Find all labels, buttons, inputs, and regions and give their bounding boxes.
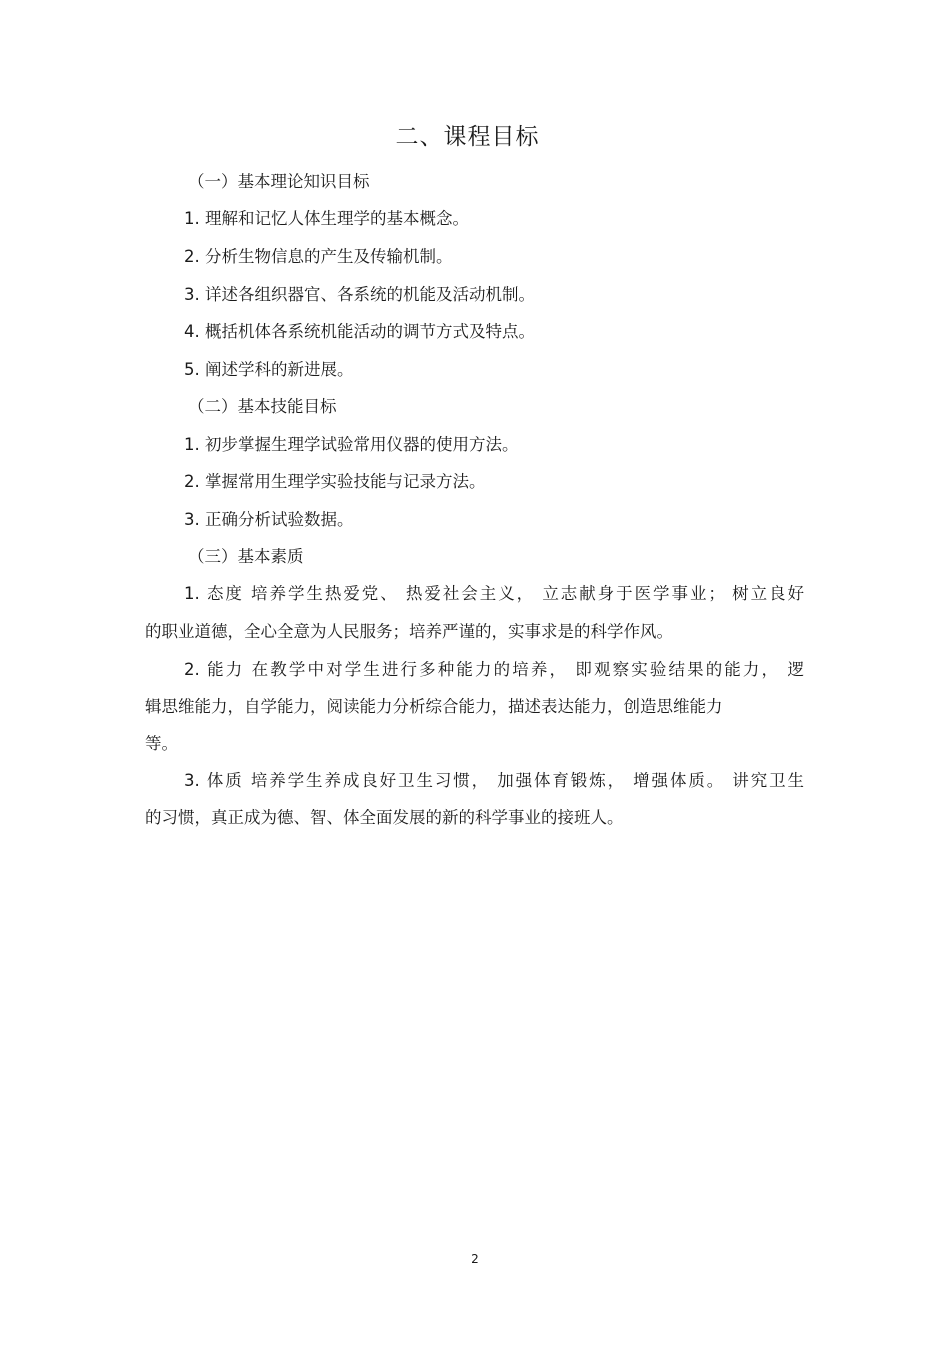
paragraph-ability-line2: 辑思维能力，自学能力，阅读能力分析综合能力，描述表达能力，创造思维能力	[145, 697, 723, 716]
list-item: 3. 正确分析试验数据。	[184, 510, 354, 529]
list-item: 5. 阐述学科的新进展。	[184, 360, 354, 379]
page-title: 二、课程目标	[395, 124, 540, 150]
list-item: 4. 概括机体各系统机能活动的调节方式及特点。	[184, 322, 535, 341]
paragraph-attitude-line2: 的职业道德，全心全意为人民服务；培养严谨的，实事求是的科学作风。	[145, 622, 673, 641]
section-heading-quality: （三）基本素质	[188, 547, 304, 566]
page-number: 2	[471, 1252, 479, 1266]
paragraph-ability-line1: 2. 能力 在教学中对学生进行多种能力的培养， 即观察实验结果的能力， 逻	[184, 660, 804, 679]
paragraph-attitude-line1: 1. 态度 培养学生热爱党、 热爱社会主义， 立志献身于医学事业； 树立良好	[184, 584, 804, 603]
section-heading-skills: （二）基本技能目标	[188, 397, 337, 416]
paragraph-physique-line1: 3. 体质 培养学生养成良好卫生习惯， 加强体育锻炼， 增强体质。 讲究卫生	[184, 771, 804, 790]
list-item: 1. 初步掌握生理学试验常用仪器的使用方法。	[184, 435, 519, 454]
paragraph-physique-line2: 的习惯，真正成为德、智、体全面发展的新的科学事业的接班人。	[145, 808, 624, 827]
section-heading-theory: （一）基本理论知识目标	[188, 172, 370, 191]
list-item: 3. 详述各组织器官、各系统的机能及活动机制。	[184, 285, 535, 304]
list-item: 2. 掌握常用生理学实验技能与记录方法。	[184, 472, 486, 491]
paragraph-ability-line3: 等。	[145, 734, 178, 753]
list-item: 2. 分析生物信息的产生及传输机制。	[184, 247, 453, 266]
list-item: 1. 理解和记忆人体生理学的基本概念。	[184, 209, 469, 228]
